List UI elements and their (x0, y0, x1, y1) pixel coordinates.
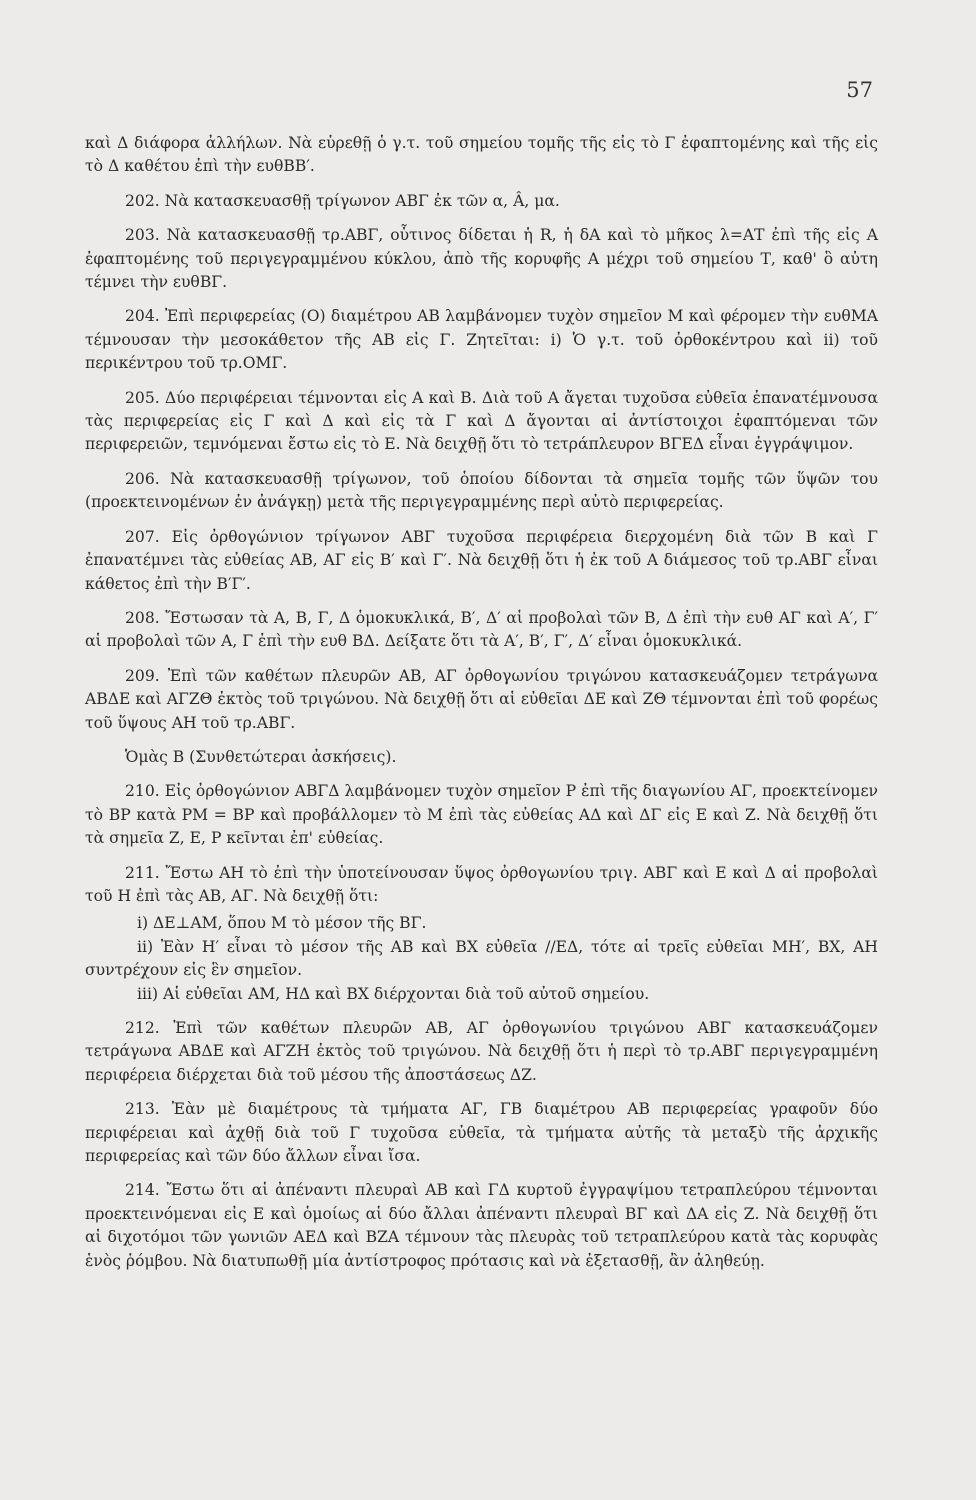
group-b-heading: Ὁμὰς Β (Συνθετώτεραι ἀσκήσεις). (125, 747, 397, 766)
exercise-211-part-iii: iii) Αἱ εὐθεῖαι ΑΜ, ΗΔ καὶ ΒΧ διέρχονται διὰ τοῦ αὐτοῦ σημείου. (137, 984, 650, 1003)
page-number: 57 (846, 78, 873, 102)
exercise-211-part-ii: ii) Ἐὰν Η′ εἶναι τὸ μέσον τῆς ΑΒ καὶ ΒΧ εὐθεῖα //ΕΔ, τότε αἱ τρεῖς εὐθεῖαι ΜΗ′, ΒΧ, ΑΗ συντρέχουν εἰς ἓν σημεῖον. (85, 937, 878, 980)
exercise-204: 204. Ἐπὶ περιφερείας (Ο) διαμέτρου ΑΒ λαμβάνομεν τυχὸν σημεῖον Μ καὶ φέρομεν τὴν ευθΜΑ τέμνουσαν τὴν μεσοκάθετον τῆς ΑΒ εἰς Γ. Ζητεῖται: i) Ὁ γ.τ. τοῦ ὀρθοκέντρου καὶ ii) τοῦ περικέντρου τοῦ τρ.ΟΜΓ. (85, 307, 878, 373)
exercise-202: 202. Νὰ κατασκευασθῇ τρίγωνον ΑΒΓ ἐκ τῶν α, Â, μα. (125, 191, 560, 210)
exercise-212: 212. Ἐπὶ τῶν καθέτων πλευρῶν ΑΒ, ΑΓ ὀρθογωνίου τριγώνου ΑΒΓ κατασκευάζομεν τετράγωνα ΑΒΔΕ καὶ ΑΓΖΗ ἐκτὸς τοῦ τριγώνου. Νὰ δειχθῇ ὅτι ἡ περὶ τὸ τρ.ΑΒΓ περιγεγραμμένη περιφέρεια διέρχεται διὰ τοῦ μέσου τῆς ἀποστάσεως ΔΖ. (85, 1019, 878, 1084)
exercise-text (85, 132, 878, 1284)
exercise-213: 213. Ἐὰν μὲ διαμέτρους τὰ τμήματα ΑΓ, ΓΒ διαμέτρου ΑΒ περιφερείας γραφοῦν δύο περιφέρειαι καὶ ἀχθῇ διὰ τοῦ Γ τυχοῦσα εὐθεῖα, τὰ τμήματα αὐτῆς τὰ μεταξὺ τῆς ἀρχικῆς περιφερείας καὶ τῶν δύο ἄλλων εἶναι ἴσα. (85, 1100, 878, 1166)
exercise-205: 205. Δύο περιφέρειαι τέμνονται εἰς Α καὶ Β. Διὰ τοῦ Α ἄγεται τυχοῦσα εὐθεῖα ἐπανατέμνουσα τὰς περιφερείας εἰς Γ καὶ Δ καὶ εἰς τὰ Γ καὶ Δ ἄγονται αἱ ἀντίστοιχοι ἐφαπτόμεναι τῶν περιφερειῶν, τεμνόμεναι ἔστω εἰς τὸ Ε. Νὰ δειχθῇ ὅτι τὸ τετράπλευρον ΒΓΕΔ εἶναι ἐγγράψιμον. (85, 388, 878, 454)
exercise-208: 208. Ἔστωσαν τὰ Α, Β, Γ, Δ ὁμοκυκλικά, Β′, Δ′ αἱ προβολαὶ τῶν Β, Δ ἐπὶ τὴν ευθ ΑΓ καὶ Α′, Γ′ αἱ προβολαὶ τῶν Α, Γ ἐπὶ τὴν ευθ ΒΔ. Δείξατε ὅτι τὰ Α′, Β′, Γ′, Δ′ εἶναι ὁμοκυκλικά. (85, 608, 878, 651)
paragraph-continuation: καὶ Δ διάφορα ἀλλήλων. Νὰ εὑρεθῇ ὁ γ.τ. τοῦ σημείου τομῆς τῆς εἰς τὸ Γ ἐφαπτομένης καὶ τῆς εἰς τὸ Δ καθέτου ἐπὶ τὴν ευθΒΒ′. (85, 134, 878, 176)
exercise-214: 214. Ἔστω ὅτι αἱ ἀπέναντι πλευραὶ ΑΒ καὶ ΓΔ κυρτοῦ ἐγγραψίμου τετραπλεύρου τέμνονται προεκτεινόμεναι εἰς Ε καὶ ὁμοίως αἱ δύο ἄλλαι ἀπέναντι πλευραὶ ΒΓ καὶ ΔΑ εἰς Ζ. Νὰ δειχθῇ ὅτι αἱ διχοτόμοι τῶν γωνιῶν ΑΕΔ καὶ ΒΖΑ τέμνουν τὰς πλευρὰς τοῦ τετραπλεύρου κατὰ τὰς κορυφὰς ἑνὸς ῥόμβου. Νὰ διατυπωθῇ μία ἀντίστροφος πρότασις καὶ νὰ ἐξετασθῇ, ἂν ἀληθεύῃ. (85, 1181, 878, 1270)
exercise-211-part-i: i) ΔΕ⊥ΑΜ, ὅπου Μ τὸ μέσον τῆς ΒΓ. (137, 914, 427, 933)
exercise-210: 210. Εἰς ὀρθογώνιον ΑΒΓΔ λαμβάνομεν τυχὸν σημεῖον Ρ ἐπὶ τῆς διαγωνίου ΑΓ, προεκτείνομεν τὸ ΒΡ κατὰ ΡΜ = ΒΡ καὶ προβάλλομεν τὸ Μ ἐπὶ τὰς εὐθείας ΑΔ καὶ ΔΓ εἰς Ε καὶ Ζ. Νὰ δειχθῇ ὅτι τὰ σημεῖα Ζ, Ε, Ρ κεῖνται ἐπ' εὐθείας. (85, 782, 878, 848)
exercise-206: 206. Νὰ κατασκευασθῇ τρίγωνον, τοῦ ὁποίου δίδονται τὰ σημεῖα τομῆς τῶν ὕψῶν του (προεκτεινομένων ἐν ἀνάγκῃ) μετὰ τῆς περιγεγραμμένης περὶ αὐτὸ περιφερείας. (85, 469, 878, 512)
exercise-211: 211. Ἔστω ΑΗ τὸ ἐπὶ τὴν ὑποτείνουσαν ὕψος ὀρθογωνίου τριγ. ΑΒΓ καὶ Ε καὶ Δ αἱ προβολαὶ τοῦ Η ἐπὶ τὰς ΑΒ, ΑΓ. Νὰ δειχθῇ ὅτι: (85, 863, 878, 905)
exercise-203: 203. Νὰ κατασκευασθῇ τρ.ΑΒΓ, οὗτινος δίδεται ἡ R, ἡ δΑ καὶ τὸ μῆκος λ=ΑΤ ἐπὶ τῆς εἰς Α ἐφαπτομένης τοῦ περιγεγραμμένου κύκλου, ἀπὸ τῆς κορυφῆς Α μέχρι τοῦ σημείου Τ, καθ' ὃ αὐτη τέμνει τὴν ευθΒΓ. (85, 226, 878, 292)
exercise-207: 207. Εἰς ὀρθογώνιον τρίγωνον ΑΒΓ τυχοῦσα περιφέρεια διερχομένη διὰ τῶν Β καὶ Γ ἐπανατέμνει τὰς εὐθείας ΑΒ, ΑΓ εἰς Β′ καὶ Γ′. Νὰ δειχθῇ ὅτι ἡ ἐκ τοῦ Α διάμεσος τοῦ τρ.ΑΒΓ εἶναι κάθετος ἐπὶ τὴν Β′Γ′. (85, 527, 878, 593)
exercise-209: 209. Ἐπὶ τῶν καθέτων πλευρῶν ΑΒ, ΑΓ ὀρθογωνίου τριγώνου κατασκευάζομεν τετράγωνα ΑΒΔΕ καὶ ΑΓΖΘ ἐκτὸς τοῦ τριγώνου. Νὰ δειχθῇ ὅτι αἱ εὐθεῖαι ΔΕ καὶ ΖΘ τέμνονται ἐπὶ τοῦ φορέως τοῦ ὕψους ΑΗ τοῦ τρ.ΑΒΓ. (85, 666, 878, 732)
